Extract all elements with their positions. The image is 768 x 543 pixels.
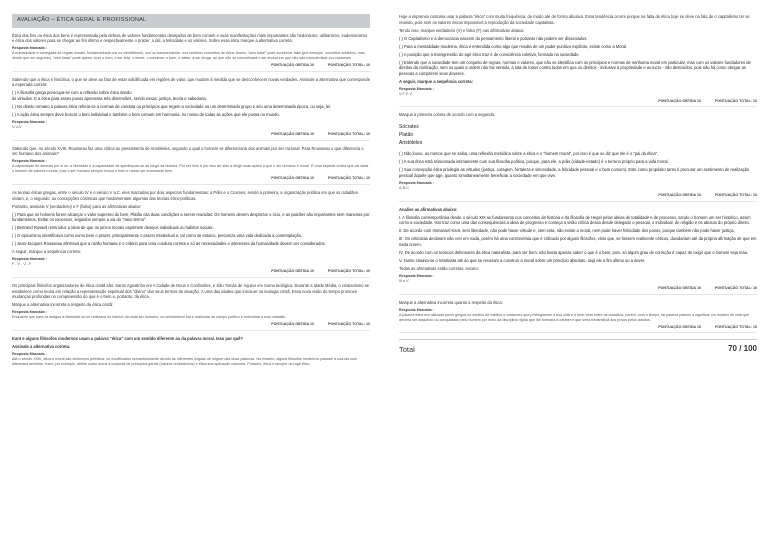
- question-1: [12, 33, 370, 72]
- statement-item: II. De acordo com Immanuel Kant, sem liberdade, não pode haver virtude e, sem esta, não existe a moral, nem pode haver felicidade dos povos, porque também não pode haver justiça.: [399, 228, 735, 234]
- question-instruction: A seguir, marque a sequência correta:: [399, 78, 474, 84]
- question-score: PONTUAÇÃO OBTIDA 10: [658, 324, 701, 329]
- score-row: [12, 322, 370, 327]
- question-2: [12, 77, 370, 141]
- answer-label: Resposta Marcada :: [12, 46, 47, 51]
- statement-item: ( ) Sua concepção ética privilegia as virtudes (justiça, coragem, fortaleza e sinceridade, a felicidade pessoal e o bem comum). Este como propósito tanto é procurar um sentimento de realização pessoal àquele que age, quanto simultaneamente beneficiar a sociedade em que vive.: [399, 167, 750, 178]
- question-statement: Marque a primeira coluna de acordo com a segunda:: [399, 112, 496, 118]
- question-3: [12, 146, 370, 185]
- question-instruction: A seguir, marque a sequência correta:: [12, 249, 81, 255]
- question-instruction: Tendo isso, marque verdadeiro (V) e falso (F) nas afirmativas abaixo:: [399, 27, 525, 33]
- score-row: [12, 269, 370, 274]
- score-row: [12, 63, 370, 68]
- statement-item: ( ) Bertrand Russell reintroduz a ideia de que os juízos morais exprimem desejos individuais ou hábitos sociais.: [12, 225, 214, 231]
- answer-value: A capacidade de decisão por si só: a liberdade e a capacidade de aperfeiçoar-se ao longo da história. Por ser livre é por isso ter sido a dirigir suas ações a que o ser humano é moral. É uma espécie crítica que vai dotar o homem de valores morais, pois o ser humano sempre busca o bem e nesse ser incessante bem.: [12, 164, 369, 174]
- statement-item: ( ) No direito romano a palavra ética referia-se a normas de conduta ou princípios que regem a sociedade ou um determinado grupo e seu uma determinada época, ou seja, lei.: [12, 103, 332, 109]
- question-score: PONTUAÇÃO OBTIDA 10: [271, 63, 314, 68]
- answer-value: V-F-F-V: [399, 91, 412, 96]
- total-score: PONTUAÇÃO TOTAL: 10: [715, 285, 757, 290]
- total-score: PONTUAÇÃO TOTAL: 10: [715, 324, 757, 329]
- left-column: [12, 14, 370, 377]
- answer-value: Até o século XVIII, ética e moral são sinônimos perfeitos; só modificados semanticamente devido às diferentes línguas de origem das duas palavras. No entanto, alguns filósofos modernos passam a usá-las com diferentes sentidos. Kant, por exemplo, define como moral a conjunta de princípios gerais (valores civilizatórios) e ética sua aplicação concreta. Portanto, ética é sempre um agir ético.: [12, 356, 358, 366]
- statement-item: ( ) O Capitalismo e a democracia nascem do pensamento liberal e portanto não podem ser dissociados.: [399, 35, 588, 41]
- question-instruction: Assinale a alternativa correta:: [12, 343, 71, 349]
- statement-item: III. Os céticistas declaram não crer em nada, porém há uma controvérsia que é criticado por alguns filósofos, visto que, se fossem realmente céticos, duvidariam até da própria afirmação de que em nada creem.: [399, 236, 757, 247]
- answer-value: Enquanto que para os antigos a liberdade só se realizava no interior da cada ser humano, no cristianismo ela é realizada na campo político e estendida a todo cidadão.: [12, 315, 287, 320]
- statement-item: ( ) Jean-Jacques Rousseau afirmava que a razão humana é o critério para uma conduta correta e só as necessidades e interesses da humanidade devem ser considerados.: [12, 241, 326, 247]
- total-score: PONTUAÇÃO TOTAL: 10: [715, 192, 757, 197]
- question-9: [399, 207, 757, 295]
- score-row: [399, 193, 757, 198]
- answer-label: Resposta Marcada :: [399, 180, 434, 185]
- answer-label: Resposta Marcada :: [12, 159, 47, 164]
- answer-label: Resposta Marcada :: [12, 310, 47, 315]
- total-score: PONTUAÇÃO TOTAL: 10: [328, 322, 370, 327]
- question-4: [12, 190, 370, 278]
- question-score: PONTUAÇÃO OBTIDA 10: [271, 269, 314, 274]
- question-score: PONTUAÇÃO OBTIDA 10: [271, 322, 314, 327]
- statement-item: I. A filosofia contemporânea desde o século XIX se fundamenta nos conceitos da história e da filosofia de Hegel pelas ideias de totalidade e de processo, sendo o homem um ser histórico, assim como a sociedade. Isto traz como uma das consequências a ideia de progresso e começa a visão crítica dessa desde delegado o pessoal, o individual, de religião e os abusos do próprio direito.: [399, 214, 751, 226]
- total-label: Total: [399, 344, 415, 354]
- question-score: PONTUAÇÃO OBTIDA 10: [271, 131, 314, 136]
- statement-item: ( ) A sua ética está relacionada intimamente com sua filosofia política, porque, para ele, a pólis (cidade-estado) é o terreno próprio para a vida moral.: [399, 159, 669, 165]
- question-instruction: Todas as afirmativas estão corretas, exceto:: [399, 265, 479, 271]
- statement-item: ( ) A posição que a transgressão do agir ético traz é de consciência coletiva, formada na sociedade.: [399, 51, 580, 57]
- score-row: [12, 132, 370, 137]
- total-score: PONTUAÇÃO TOTAL: 10: [328, 176, 370, 181]
- term-item: Sócrates: [399, 123, 419, 130]
- statement-item: ( ) Não louvo, ao menos que se saiba, uma reflexão metódica sobre a ética e o “homem moral”, por isso é que se diz que ele é o “pai da ética”.: [399, 151, 659, 157]
- term-item: Aristóteles: [399, 140, 423, 147]
- answer-value: III e V: [399, 278, 409, 283]
- question-instruction: Marque a alternativa incorreta a respeito da ética cristã:: [12, 302, 114, 308]
- total-value: 70 / 100: [728, 344, 757, 354]
- answer-value: F - V - V - F: [12, 262, 32, 267]
- term-list: [399, 124, 757, 147]
- question-score: PONTUAÇÃO OBTIDA 10: [658, 192, 701, 197]
- total-score: PONTUAÇÃO TOTAL: 10: [328, 269, 370, 274]
- answer-label: Resposta Marcada :: [12, 119, 47, 124]
- answer-value: A palavra ética era utilizada pelos gregos no sentido de hábitos e costumes que privilegiavam a boa vida e o bem viver entre os cidadãos, porém, com o tempo, tal palavra passou a significar um modelo de vida que deveria ser adquirido ou conquistado pelo homem por meio da disciplina rígida que lhe formaria a caráter e que seria transmitida aos povos pelos adultos.: [399, 312, 750, 322]
- total-row: [399, 339, 757, 355]
- question-8: [399, 112, 757, 201]
- question-6: [12, 336, 370, 372]
- score-row: [12, 176, 370, 181]
- statement-item: ( ) A filosofia grega preocupa-se com a reflexão sobre ética dando às virtudes. E a ética para esses povos apresenta três dimensões, sendo essas: justiça, teoria e sabedoria.: [12, 90, 207, 101]
- answer-label: Resposta Marcada :: [399, 86, 434, 91]
- statement-item: IV. De acordo com os teóricos defensores da ética naturalista, para ser bom, não basta apenas saber o que é o bem, pois, só algum grau de correção é capaz de exigir que o homem seja mau.: [399, 249, 749, 255]
- answer-value: A-B-C: [399, 185, 410, 190]
- question-5: [12, 283, 370, 331]
- score-row: [399, 325, 757, 330]
- question-statement: Sabendo que a ética é histórica, o que se deve ao fato de estar solidificada em regiões de valor, que mudam à medida que se desconhecem novas verdades. Assinale a alternativa que corresponde a esperada correta:: [12, 76, 370, 88]
- right-column: [399, 14, 757, 355]
- answer-value: A humanidade é carregada de regras morais, fundamentada ora no cientificismo, ora no transcendente, nos sentidos concretos de ética. Assim, “sem base” pode acontecer falta (por exemplo, conceber adultério, mas desde que em segredo), “sem base” pode querer viver o bem, o ser feliz, o dever, o conhecer o bom, o saber, a ser droga, ao que não se concretizará o ser imoral em que não são conscientizar por costumes.: [12, 51, 365, 61]
- question-statement: Hoje a imprensa costuma usar a palavra “ética” com muita frequência, de modo até de forma abusiva. Essa tendência ocorre porque na falta de ética hoje se deve na fala de o capitalismo ter se reunido, pois sem os valores éticos impossível a reprodução da sociedade capitalista.: [399, 14, 750, 25]
- question-statement: As teorias éticas gregas, entre o século IV e o século V a.C. eles marcadas por dois aspectos fundamentais: a Pólis e o Cosmos, sendo a primeira, a organização política em que os cidadãos viviam, e, o segundo, as concepções cósmicas que fundamentam algumas das teorias ético-políticas.: [12, 190, 358, 201]
- statement-item: ( ) Para a mentalidade moderna, ética é entendida como algo que resulta de um poder punitivo explícito, existe como a Moral.: [399, 43, 628, 49]
- answer-label: Resposta Marcada :: [399, 307, 434, 312]
- total-score: PONTUAÇÃO TOTAL: 10: [328, 131, 370, 136]
- question-score: PONTUAÇÃO OBTIDA 10: [658, 98, 701, 103]
- question-statement: Os principais filósofos organizadores de ética cristã são: Santo Agostinho em A Cidade de Deus e Confissões, e São Tomás de Aquino em Suma teológica. Durante a Idade Média, o cristianismo se estabelece como teoria em relação a representação espiritual dos “divino” dos seus termos de atuação. A uma das idades que inicia-se na teologia cristã. Essa nova visão do tempo promove mudanças profundas no compreensão do que é o bem e, portanto, da ética.: [12, 283, 369, 300]
- score-row: [399, 99, 757, 104]
- statement-item: V. Hume situava-se o relativista até ao que se recusam a construir a moral sobre um princípio absoluto, seja ele a fim último ou a dever.: [399, 257, 646, 263]
- question-statement: Analise as afirmativas abaixo:: [399, 206, 458, 212]
- question-score: PONTUAÇÃO OBTIDA 10: [271, 176, 314, 181]
- page-title: AVALIAÇÃO – ÉTICA GERAL E PROFISSIONAL: [12, 14, 370, 28]
- question-statement: Ética dos fins ou ética dos bens é representada pela defesa de valores fundamentais desejados de bem comum e suas manifestações mais importantes são hedonismo, utilitarismo, eudemonismo e ética dos valores para se chegar ao fim último e respectivamente o prazer, o útil, a felicidade e os valores. Sobre essa ética marque a alternativa correta.: [12, 32, 368, 44]
- statement-item: ( ) A ação ética sempre deve buscar o bem individual e também o bem comum em harmonia, no nosso de todas as ações que ele possa no mundo.: [12, 111, 280, 117]
- question-statement: Sabendo que, no século XVIII, Rousseau faz uma crítica ao pensamento de Aristóteles, segundo o qual o homem se diferenciaria dos animais por ser racional. Para Rousseau o que diferencia o ser humano dos animais?: [12, 145, 364, 157]
- question-10: [399, 300, 757, 334]
- score-row: [399, 286, 757, 291]
- total-score: PONTUAÇÃO TOTAL: 10: [715, 98, 757, 103]
- answer-value: V-V-V: [12, 124, 22, 129]
- question-instruction: Portanto, assinale V (verdadeiro) e F (falso) para as afirmativas abaixo:: [12, 203, 142, 209]
- question-statement: Kant e alguns filósofos modernos usam a palavra “ética” com um sentido diferente ao da palavra moral. Isso por quê?: [12, 335, 243, 341]
- term-item: Platão: [399, 132, 414, 139]
- statement-item: ( ) Para que os homens forem alcançar o valor supremo do bem, Platão cita duas condições a serem reunidas: Os homens devem desprezar o ócio, e as paixões são importantes sem maneiras por fundamentos. Evitar os excessos, seguidos sempre a via do “meio termo”.: [12, 211, 370, 223]
- question-7: [399, 14, 757, 107]
- answer-label: Resposta Marcada :: [12, 351, 47, 356]
- answer-label: Resposta Marcada :: [399, 273, 434, 278]
- answer-label: Resposta Marcada :: [12, 257, 47, 262]
- question-score: PONTUAÇÃO OBTIDA 10: [658, 285, 701, 290]
- total-score: PONTUAÇÃO TOTAL: 10: [328, 63, 370, 68]
- question-statement: Marque a alternativa incorreta quanto a respeito da ética:: [399, 299, 503, 305]
- statement-item: ( ) Entende que a sociedade tem um conjunto de regras, normas e valores, que não se identifica com os princípios e normas de nenhuma moral em particular, mas com os valores fundadores de direitos da civilização, sem os quais a ordem não faz sentido, a luta de todos contra todos em que os direitos - inclusive à propriedade e ao lucro - são destruídos, pois não há como obrigar as pessoas a cumprirem seus deveres.: [399, 59, 751, 76]
- statement-item: ( ) O epicurismo identificava como sumo bem o prazer, principalmente o prazer intelectual e, tal como se estoico, preconiza uma vida dedicada à contemplação.: [12, 233, 303, 239]
